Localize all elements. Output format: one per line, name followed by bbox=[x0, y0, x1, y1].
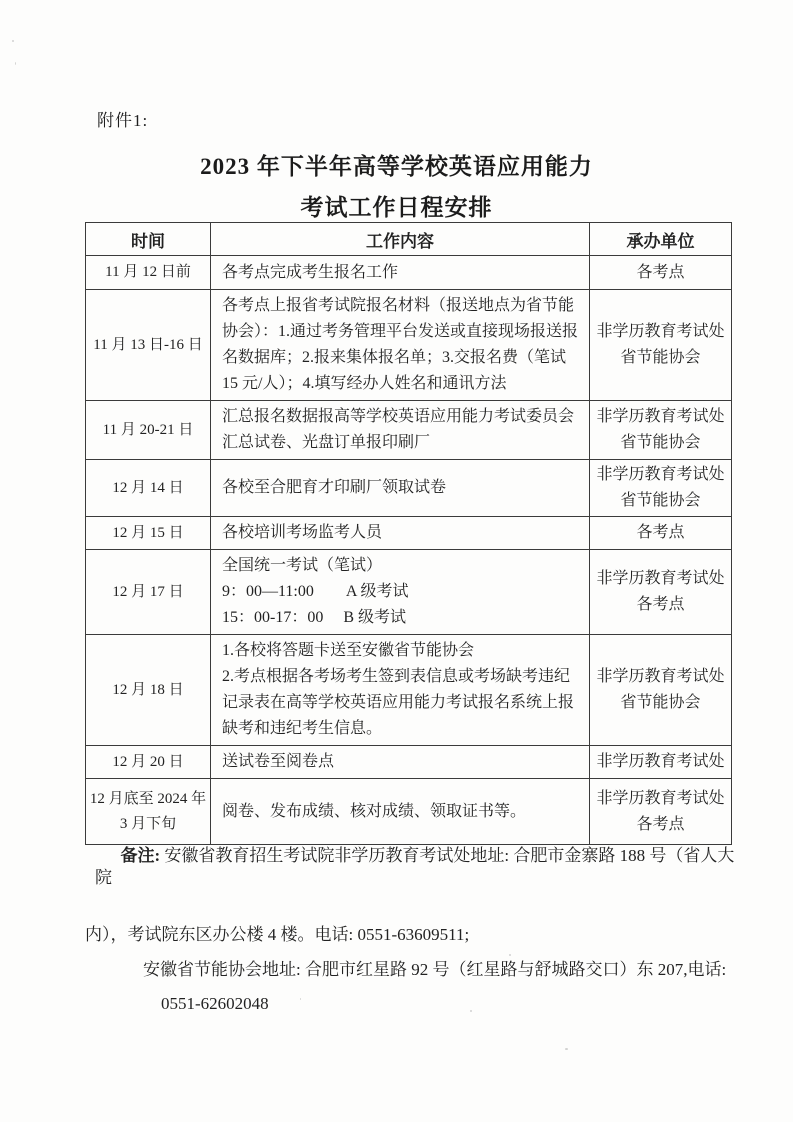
table-row bbox=[86, 290, 732, 401]
unit-cell bbox=[590, 550, 732, 635]
time-cell-line: 12 月 14 日 bbox=[112, 479, 184, 496]
unit-cell bbox=[590, 746, 732, 779]
time-cell bbox=[86, 290, 211, 401]
table-header-row bbox=[86, 223, 732, 256]
header-content: 工作内容 bbox=[211, 223, 590, 256]
content-cell bbox=[211, 550, 590, 635]
unit-cell bbox=[590, 256, 732, 290]
unit-cell-line: 非学历教育考试处 bbox=[596, 570, 725, 587]
content-cell-line: 阅卷、发布成绩、核对成绩、领取证书等。 bbox=[222, 802, 527, 820]
time-cell-line: 12 月底至 2024 年 bbox=[89, 790, 207, 807]
attachment-label: 附件1: bbox=[97, 111, 149, 130]
unit-cell-line: 省节能协会 bbox=[620, 492, 701, 509]
content-cell bbox=[211, 460, 590, 517]
unit-cell-line: 各考点 bbox=[636, 524, 685, 541]
time-cell-line: 3 月下旬 bbox=[119, 815, 177, 832]
unit-cell-line: 非学历教育考试处 bbox=[596, 753, 725, 770]
time-cell-line: 11 月 20-21 日 bbox=[102, 421, 194, 438]
unit-cell-line: 各考点 bbox=[636, 263, 685, 281]
content-cell bbox=[211, 401, 590, 460]
content-cell bbox=[211, 290, 590, 401]
content-cell bbox=[211, 517, 590, 550]
scan-speck bbox=[300, 998, 301, 1000]
unit-cell-line: 非学历教育考试处 bbox=[596, 466, 725, 483]
time-cell bbox=[86, 256, 211, 290]
table-row bbox=[86, 635, 732, 746]
schedule-table bbox=[85, 222, 732, 845]
table-row bbox=[86, 460, 732, 517]
scan-speck bbox=[15, 62, 16, 65]
unit-cell bbox=[590, 460, 732, 517]
unit-cell-line: 省节能协会 bbox=[620, 434, 701, 451]
notes-label: 备注: bbox=[120, 846, 161, 865]
document-title-line2: 考试工作日程安排 bbox=[300, 195, 493, 220]
time-cell-line: 12 月 20 日 bbox=[112, 753, 184, 770]
content-cell-line: 送试卷至阅卷点 bbox=[222, 753, 335, 770]
unit-cell-line: 各考点 bbox=[636, 815, 685, 833]
content-cell-line: 2.考点根据各考场考生签到表信息或考场缺考违纪记录表在高等学校英语应用能力考试报名系统上报缺考和违纪考生信息。 bbox=[222, 668, 575, 737]
header-unit: 承办单位 bbox=[590, 223, 732, 256]
table-row bbox=[86, 401, 732, 460]
time-cell-line: 12 月 17 日 bbox=[112, 583, 184, 600]
scan-speck bbox=[12, 40, 14, 42]
time-cell-line: 11 月 12 日前 bbox=[105, 264, 191, 280]
scan-speck bbox=[470, 1010, 472, 1012]
content-cell-line: 全国统一考试（笔试） bbox=[222, 557, 383, 574]
unit-cell-line: 非学历教育考试处 bbox=[596, 668, 725, 685]
note-line-1 bbox=[95, 823, 740, 911]
time-cell-line: 11 月 13 日-16 日 bbox=[93, 336, 203, 353]
note-line-1-text: 安徽省教育招生考试院非学历教育考试处地址: 合肥市金寨路 188 号（省人大院 bbox=[95, 846, 735, 887]
notes-section bbox=[85, 823, 740, 1015]
scan-speck bbox=[565, 1048, 568, 1050]
note-line-3: 安徽省节能协会地址: 合肥市红星路 92 号（红星路与舒城路交口）东 207,电话: bbox=[143, 960, 727, 979]
table-row bbox=[86, 746, 732, 779]
unit-cell bbox=[590, 401, 732, 460]
content-cell-line: 9：00—11:00 A 级考试 bbox=[222, 583, 409, 600]
content-cell-line: 汇总报名数据报高等学校英语应用能力考试委员会 bbox=[222, 408, 575, 425]
unit-cell bbox=[590, 635, 732, 746]
table-row bbox=[86, 517, 732, 550]
content-cell bbox=[211, 256, 590, 290]
time-cell bbox=[86, 635, 211, 746]
header-time: 时间 bbox=[86, 223, 211, 256]
content-cell-line: 15：00-17：00 B 级考试 bbox=[222, 609, 407, 626]
scan-speck bbox=[509, 954, 511, 956]
content-cell-line: 汇总试卷、光盘订单报印刷厂 bbox=[222, 434, 431, 451]
note-line-4: 0551-62602048 bbox=[161, 994, 269, 1013]
time-cell-line: 12 月 15 日 bbox=[112, 524, 184, 541]
unit-cell-line: 非学历教育考试处 bbox=[596, 789, 725, 807]
content-cell bbox=[211, 746, 590, 779]
time-cell bbox=[86, 460, 211, 517]
content-cell-line: 各校培训考场监考人员 bbox=[222, 524, 383, 541]
unit-cell bbox=[590, 517, 732, 550]
schedule-table-body bbox=[86, 256, 732, 845]
unit-cell-line: 各考点 bbox=[636, 596, 685, 613]
content-cell-line: 各校至合肥育才印刷厂领取试卷 bbox=[222, 479, 447, 496]
unit-cell-line: 非学历教育考试处 bbox=[596, 323, 725, 340]
unit-cell-line: 省节能协会 bbox=[620, 694, 701, 711]
time-cell bbox=[86, 401, 211, 460]
content-cell-line: 各考点完成考生报名工作 bbox=[222, 263, 399, 281]
unit-cell bbox=[590, 290, 732, 401]
content-cell-line: 1.各校将答题卡送至安徽省节能协会 bbox=[222, 642, 475, 659]
content-cell bbox=[211, 635, 590, 746]
content-cell-line: 各考点上报省考试院报名材料（报送地点为省节能协会）：1.通过考务管理平台发送或直接现场报送报名数据库；2.报来集体报名单；3.交报名费（笔试 15 元/人）；4.填写经办人姓名和通讯方法 bbox=[222, 297, 579, 392]
unit-cell-line: 非学历教育考试处 bbox=[596, 408, 725, 425]
time-cell bbox=[86, 550, 211, 635]
time-cell-line: 12 月 18 日 bbox=[112, 681, 184, 698]
table-row bbox=[86, 256, 732, 290]
document-title-line1: 2023 年下半年高等学校英语应用能力 bbox=[200, 154, 593, 179]
time-cell bbox=[86, 517, 211, 550]
unit-cell-line: 省节能协会 bbox=[620, 349, 701, 366]
time-cell bbox=[86, 746, 211, 779]
table-row bbox=[86, 550, 732, 635]
note-line-2: 内），考试院东区办公楼 4 楼。电话: 0551-63609511; bbox=[85, 925, 470, 944]
